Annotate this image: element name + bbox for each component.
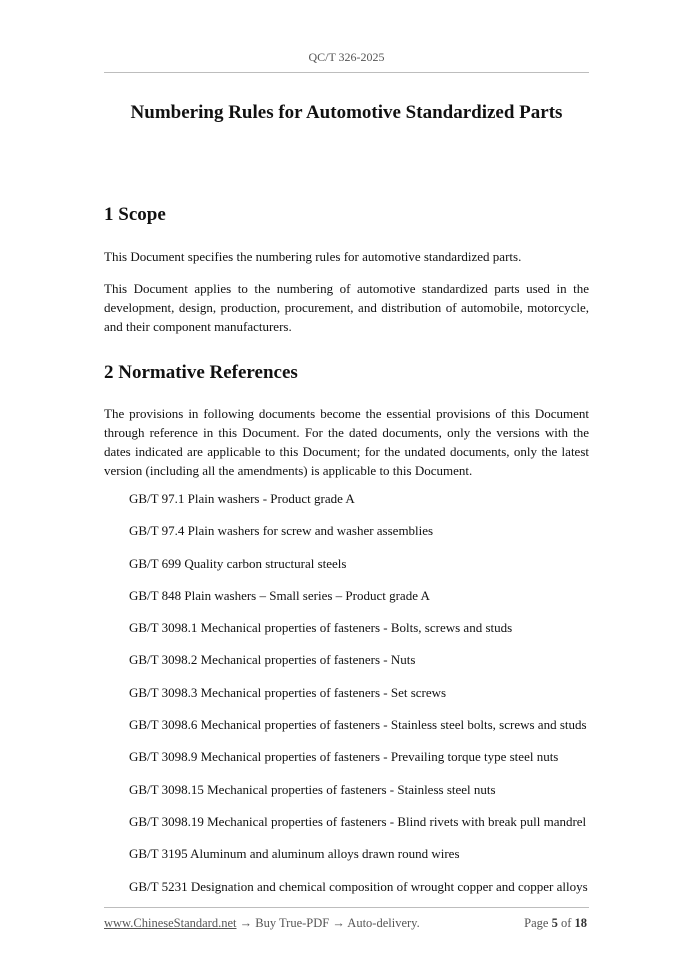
arrow-icon: → — [332, 916, 345, 930]
reference-item: GB/T 3098.3 Mechanical properties of fasteners - Set screws — [129, 684, 447, 700]
reference-item: GB/T 3098.6 Mechanical properties of fasteners - Stainless steel bolts, screws and studs — [129, 717, 587, 733]
section-heading-scope: 1 Scope — [104, 204, 166, 225]
reference-item: GB/T 3195 Aluminum and aluminum alloys drawn round wires — [129, 846, 460, 862]
reference-item: GB/T 3098.15 Mechanical properties of fasteners - Stainless steel nuts — [129, 781, 496, 797]
section-heading-normative: 2 Normative References — [104, 362, 298, 383]
reference-item: GB/T 97.1 Plain washers - Product grade A — [129, 491, 355, 506]
reference-item: GB/T 848 Plain washers – Small series – Product grade A — [129, 587, 430, 603]
reference-item: GB/T 3098.2 Mechanical properties of fasteners - Nuts — [129, 652, 416, 668]
header-code: QC/T 326-2025 — [308, 50, 385, 64]
reference-item: GB/T 3098.19 Mechanical properties of fasteners - Blind rivets with break pull mandrel — [129, 813, 587, 829]
delivery-text: Auto-delivery. — [344, 916, 420, 930]
reference-item: GB/T 3098.1 Mechanical properties of fasteners - Bolts, screws and studs — [129, 620, 513, 636]
normative-intro-paragraph: The provisions in following documents become the essential provisions of this Document through reference in this Document. For the dated documents, only the versions with the dates indicated are applicable to this Document; for the undated documents, only the latest version (including all the amendments) is applicable to this Document. — [104, 406, 589, 478]
footer-promo — [104, 916, 420, 931]
of-label: of — [560, 916, 572, 930]
page-label: Page — [524, 916, 549, 930]
reference-list — [129, 489, 599, 909]
buy-text: Buy True-PDF — [252, 916, 333, 930]
arrow-icon: → — [239, 916, 253, 930]
website-link[interactable]: www.ChineseStandard.net — [104, 916, 237, 930]
scope-paragraph-2: This Document applies to the numbering of automotive standardized parts used in the development, design, production, procurement, and distribution of automobile, motorcycle, and their component manufacturers. — [104, 281, 589, 334]
reference-item: GB/T 699 Quality carbon structural steels — [129, 555, 347, 571]
current-page-number: 5 — [551, 916, 558, 930]
reference-item: GB/T 3098.9 Mechanical properties of fasteners - Prevailing torque type steel nuts — [129, 749, 559, 765]
reference-item: GB/T 97.4 Plain washers for screw and washer assemblies — [129, 523, 434, 539]
header-divider — [104, 72, 589, 73]
footer-divider — [104, 907, 589, 908]
scope-paragraph-1: This Document specifies the numbering rules for automotive standardized parts. — [104, 249, 522, 264]
total-pages-number: 18 — [574, 916, 587, 930]
page-indicator — [524, 916, 587, 931]
reference-item: GB/T 5231 Designation and chemical composition of wrought copper and copper alloys — [129, 878, 588, 894]
document-title: Numbering Rules for Automotive Standardized Parts — [130, 102, 563, 123]
